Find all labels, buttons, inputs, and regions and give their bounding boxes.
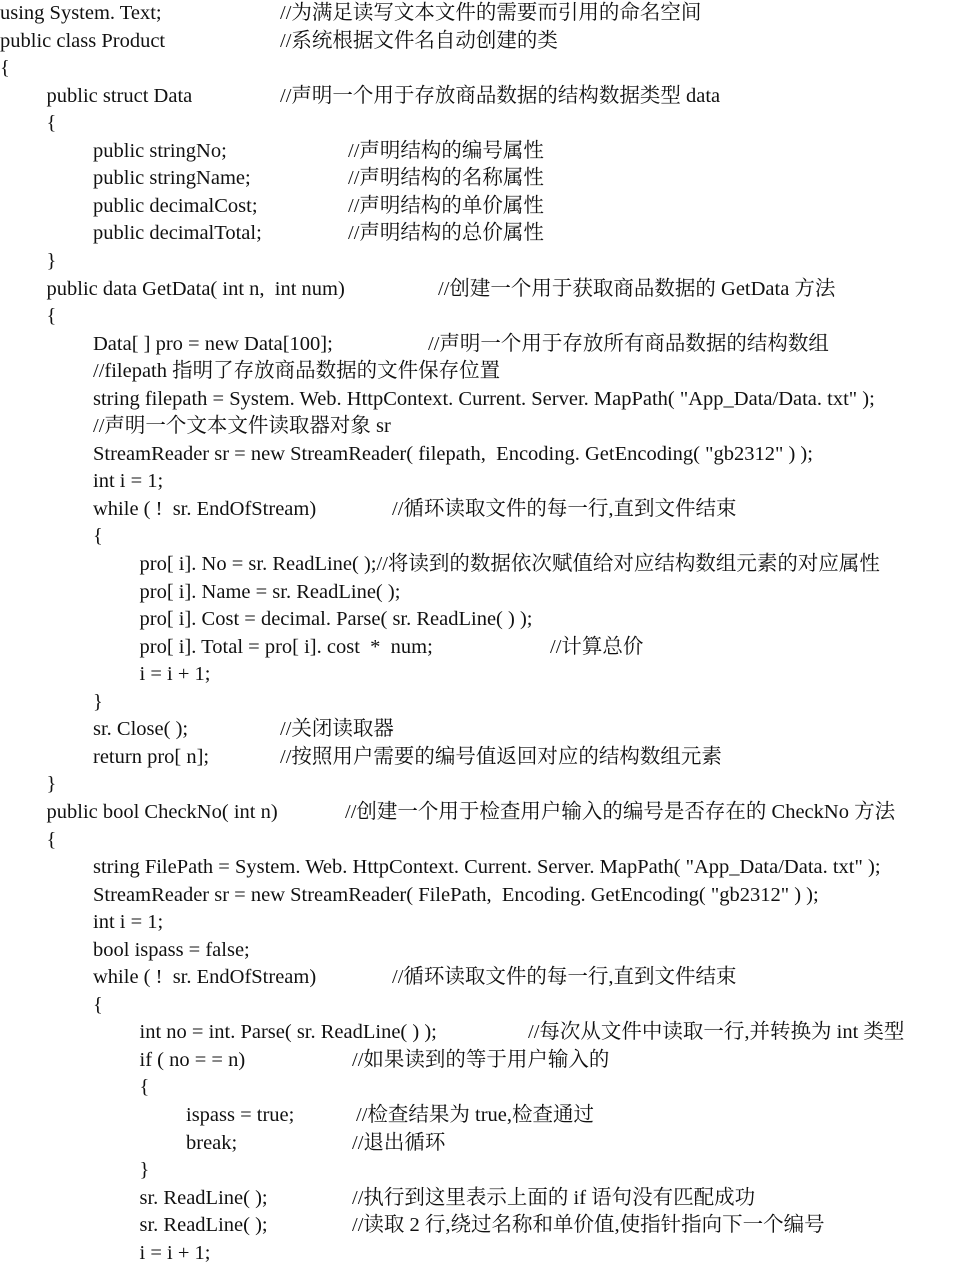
code-line [0, 1185, 972, 1212]
code-text: pro[ i]. No = sr. ReadLine( );//将读到的数据依次赋值给对应结构数组元素的对应属性 [139, 553, 880, 575]
code-line [0, 551, 972, 578]
code-line [0, 0, 972, 27]
code-line [0, 1130, 972, 1157]
code-line [0, 331, 972, 358]
code-line [0, 1102, 972, 1129]
code-line [0, 83, 972, 110]
code-line [0, 1074, 972, 1101]
code-text: ispass = true; [186, 1104, 295, 1126]
code-text: } [139, 1159, 150, 1182]
code-comment: //创建一个用于检查用户输入的编号是否存在的 CheckNo 方法 [345, 800, 896, 823]
code-line [0, 689, 972, 716]
code-comment: //每次从文件中读取一行,并转换为 int 类型 [528, 1021, 905, 1044]
code-text: string FilePath = System. Web. HttpContext. Current. Server. MapPath( "App_Data/Data. txt" ); [93, 856, 881, 879]
code-comment: //按照用户需要的编号值返回对应的结构数组元素 [280, 745, 722, 768]
code-comment: //声明结构的单价属性 [348, 194, 544, 217]
code-line [0, 827, 972, 854]
code-line [0, 523, 972, 550]
code-line [0, 28, 972, 55]
code-text: } [93, 690, 103, 713]
code-text: int no = int. Parse( sr. ReadLine( ) ); [139, 1021, 437, 1044]
code-line [0, 248, 972, 275]
code-line [0, 1019, 972, 1046]
code-text: { [139, 1076, 150, 1099]
code-line [0, 661, 972, 688]
code-text: break; [186, 1131, 238, 1154]
code-text: { [93, 525, 103, 548]
code-text: StreamReader sr = new StreamReader( FilePath, Encoding. GetEncoding( "gb2312" ) ); [93, 883, 819, 906]
code-text: Data[ ] pro = new Data[100]; [93, 332, 333, 355]
code-text: int i = 1; [93, 470, 164, 493]
code-comment: //关闭读取器 [280, 718, 394, 741]
code-comment: //声明结构的名称属性 [348, 167, 544, 190]
code-comment: //声明结构的编号属性 [348, 139, 544, 162]
code-text: //声明一个文本文件读取器对象 sr [93, 415, 391, 438]
code-text: return pro[ n]; [93, 745, 210, 768]
code-comment: //循环读取文件的每一行,直到文件结束 [392, 497, 737, 520]
code-line [0, 220, 972, 247]
code-comment: //声明一个用于存放商品数据的结构数据类型 data [280, 84, 721, 107]
code-line [0, 1240, 972, 1267]
code-line [0, 496, 972, 523]
code-text: public bool CheckNo( int n) [46, 800, 278, 823]
code-text: sr. ReadLine( ); [139, 1214, 268, 1237]
code-line [0, 441, 972, 468]
code-text: i = i + 1; [139, 663, 211, 686]
code-comment: //声明一个用于存放所有商品数据的结构数组 [428, 332, 829, 355]
code-line [0, 358, 972, 385]
code-comment: //执行到这里表示上面的 if 语句没有匹配成功 [352, 1186, 756, 1209]
code-line [0, 799, 972, 826]
code-comment: //读取 2 行,绕过名称和单价值,使指针指向下一个编号 [352, 1214, 825, 1237]
code-line [0, 937, 972, 964]
code-comment: //创建一个用于获取商品数据的 GetData 方法 [438, 277, 836, 300]
code-text: { [46, 112, 57, 135]
code-text: pro[ i]. Cost = decimal. Parse( sr. ReadLine( ) ); [139, 608, 533, 631]
code-text: public stringName; [93, 167, 251, 190]
code-comment: //退出循环 [352, 1131, 446, 1154]
code-line [0, 1212, 972, 1239]
code-text: public data GetData( int n, int num) [46, 277, 345, 300]
code-text: public class Product [0, 29, 166, 52]
code-line [0, 413, 972, 440]
code-line [0, 55, 972, 82]
code-comment: //如果读到的等于用户输入的 [352, 1048, 610, 1071]
code-comment: //声明结构的总价属性 [348, 222, 544, 245]
code-text: pro[ i]. Total = pro[ i]. cost * num; [139, 635, 433, 658]
code-text: public decimalCost; [93, 194, 258, 217]
code-line [0, 882, 972, 909]
code-line [0, 992, 972, 1019]
code-text: string filepath = System. Web. HttpContext. Current. Server. MapPath( "App_Data/Data. txt" ); [93, 387, 875, 410]
code-line [0, 964, 972, 991]
code-comment: //为满足读写文本文件的需要而引用的命名空间 [280, 2, 702, 24]
code-text: StreamReader sr = new StreamReader( filepath, Encoding. GetEncoding( "gb2312" ) ); [93, 442, 813, 465]
code-comment: //计算总价 [550, 635, 644, 658]
code-comment: //系统根据文件名自动创建的类 [280, 29, 558, 52]
code-line [0, 716, 972, 743]
code-text: while ( ! sr. EndOfStream) [93, 966, 317, 989]
code-text: //filepath 指明了存放商品数据的文件保存位置 [93, 360, 501, 383]
code-text: { [46, 828, 57, 851]
code-text: if ( no = = n) [139, 1048, 246, 1071]
code-text: public struct Data [46, 84, 193, 107]
code-line [0, 1157, 972, 1184]
code-line [0, 468, 972, 495]
code-text: public stringNo; [93, 139, 227, 162]
code-line [0, 138, 972, 165]
code-line [0, 1047, 972, 1074]
code-text: public decimalTotal; [93, 222, 262, 245]
code-line [0, 909, 972, 936]
code-line [0, 634, 972, 661]
code-line [0, 303, 972, 330]
code-text: { [93, 993, 103, 1016]
code-text: using System. Text; [0, 2, 162, 24]
code-text: } [46, 773, 57, 796]
code-text: while ( ! sr. EndOfStream) [93, 497, 317, 520]
code-line [0, 771, 972, 798]
code-text: pro[ i]. Name = sr. ReadLine( ); [139, 580, 401, 603]
code-line [0, 579, 972, 606]
code-text: sr. Close( ); [93, 718, 189, 741]
code-line [0, 606, 972, 633]
code-line [0, 193, 972, 220]
code-line [0, 165, 972, 192]
code-text: bool ispass = false; [93, 938, 250, 961]
code-text: } [46, 249, 57, 272]
code-line [0, 854, 972, 881]
code-comment: //循环读取文件的每一行,直到文件结束 [392, 966, 737, 989]
code-line [0, 110, 972, 137]
code-text: { [0, 57, 10, 80]
code-text: int i = 1; [93, 911, 164, 934]
code-line [0, 744, 972, 771]
code-comment: //检查结果为 true,检查通过 [356, 1104, 595, 1126]
code-text: { [46, 305, 57, 328]
code-line [0, 386, 972, 413]
code-text: i = i + 1; [139, 1241, 211, 1264]
code-line [0, 276, 972, 303]
code-text: sr. ReadLine( ); [139, 1186, 268, 1209]
